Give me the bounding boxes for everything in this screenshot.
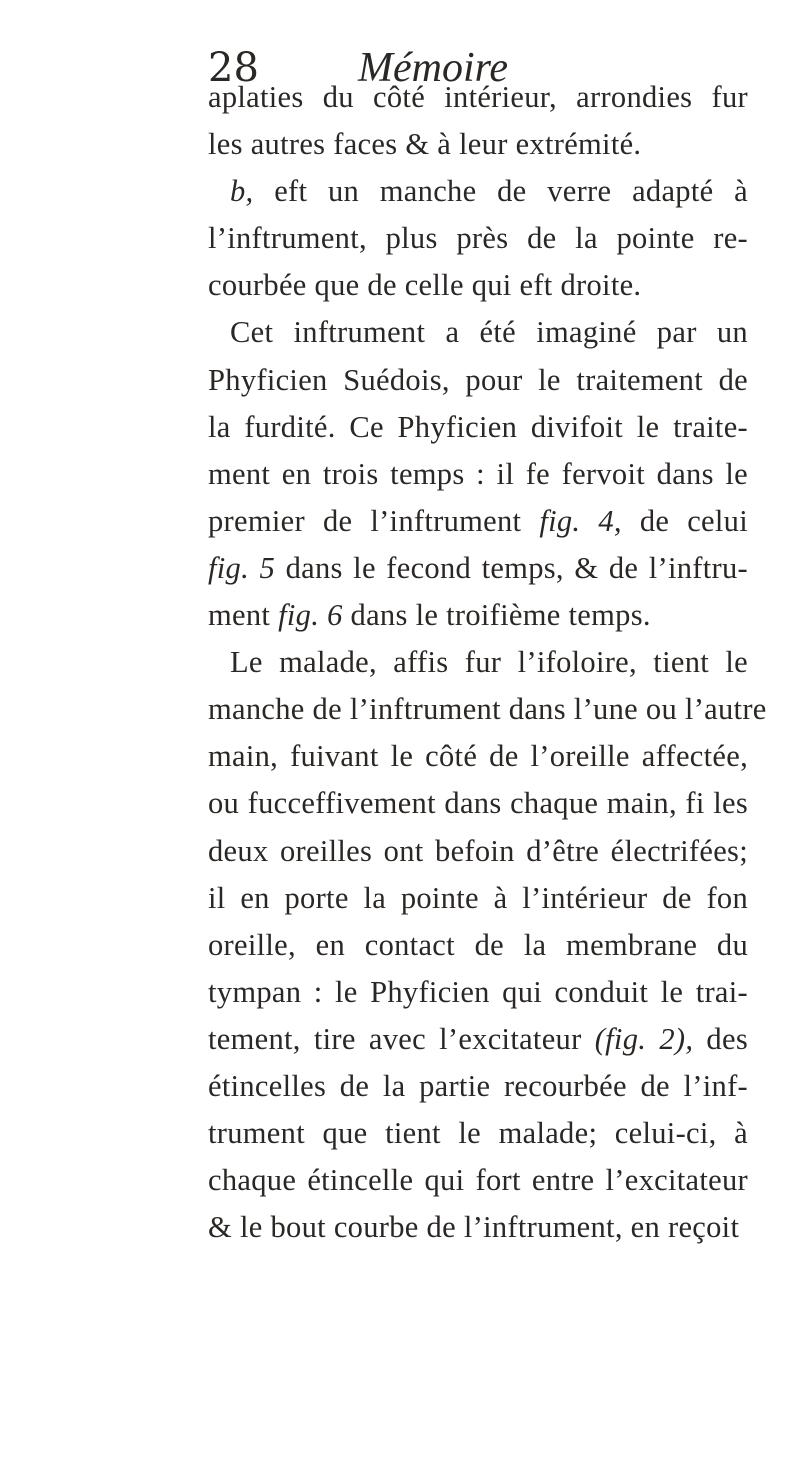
text-segment: il en porte la pointe à l’intérieur de fon xyxy=(208,880,748,915)
text-segment: eft un manche de verre adapté à xyxy=(253,174,748,209)
text-line xyxy=(208,74,748,121)
text-segment: étincelles de la partie recourbée de l’inf- xyxy=(208,1068,748,1103)
text-line xyxy=(208,1016,748,1063)
text-segment: des xyxy=(693,1021,748,1056)
text-line xyxy=(208,168,748,215)
body-text xyxy=(208,74,767,1251)
italic-text-segment: fig. 5 xyxy=(208,550,276,585)
text-segment: tympan : le Phyficien qui conduit le trai- xyxy=(208,974,748,1009)
italic-text-segment: fig. 4, xyxy=(539,503,622,538)
text-line xyxy=(208,922,748,969)
text-segment: deux oreilles ont befoin d’être électrifées; xyxy=(208,833,748,868)
text-segment: l’inftrument, plus près de la pointe re- xyxy=(208,221,748,256)
text-segment: dans le fecond temps, & de l’inftru- xyxy=(275,550,748,585)
text-segment: de celui xyxy=(621,503,748,538)
text-segment: aplaties du côté intérieur, arrondies fur xyxy=(208,80,748,114)
text-line xyxy=(208,875,748,922)
text-line xyxy=(208,592,748,639)
text-line xyxy=(208,1110,748,1157)
text-segment: ment xyxy=(208,598,279,633)
running-title: Mémoire xyxy=(358,45,509,91)
text-line xyxy=(208,309,748,356)
text-segment: dans le troifième temps. xyxy=(342,598,651,633)
text-segment: tement, tire avec l’excitateur xyxy=(208,1021,595,1056)
text-segment: Le malade, affis fur l’ifoloire, tient le xyxy=(230,645,748,680)
text-line xyxy=(208,498,748,545)
text-segment: les autres faces & à leur extrémité. xyxy=(208,127,642,162)
italic-text-segment: fig. 6 xyxy=(278,598,343,633)
text-line xyxy=(208,121,748,168)
text-segment: Phyficien Suédois, pour le traitement de xyxy=(208,362,748,397)
text-line xyxy=(208,686,767,733)
text-segment: ment en trois temps : il fe fervoit dans le xyxy=(208,456,748,491)
text-line xyxy=(208,545,748,592)
text-line xyxy=(208,780,748,827)
text-line xyxy=(208,404,748,451)
italic-text-segment: (fig. 2), xyxy=(594,1021,694,1056)
italic-text-segment: b, xyxy=(230,174,254,209)
text-line xyxy=(208,1204,748,1251)
page-number: 28 xyxy=(208,45,259,91)
text-segment: & le bout courbe de l’inftrument, en reçoit xyxy=(208,1210,740,1245)
text-segment: courbée que de celle qui eft droite. xyxy=(208,268,642,303)
text-line xyxy=(208,1063,748,1110)
text-line xyxy=(208,733,748,780)
text-segment: manche de l’inftrument dans l’une ou l’autre xyxy=(208,692,767,727)
text-segment: ou fucceffivement dans chaque main, fi les xyxy=(208,786,748,821)
text-segment: main, fuivant le côté de l’oreille affectée, xyxy=(208,739,748,774)
text-segment: oreille, en contact de la membrane du xyxy=(208,927,748,962)
text-line xyxy=(208,828,748,875)
text-line xyxy=(208,215,748,262)
text-line xyxy=(208,357,748,404)
text-line xyxy=(208,969,748,1016)
text-segment: chaque étincelle qui fort entre l’excitateur xyxy=(208,1163,748,1198)
text-line xyxy=(208,639,748,686)
text-line xyxy=(208,451,748,498)
text-line xyxy=(208,1157,748,1204)
text-segment: premier de l’inftrument xyxy=(208,503,540,538)
text-segment: trument que tient le malade; celui-ci, à xyxy=(208,1116,748,1151)
text-line xyxy=(208,262,748,309)
text-segment: Cet inftrument a été imaginé par un xyxy=(230,315,748,350)
text-segment: la furdité. Ce Phyficien divifoit le traite- xyxy=(208,409,748,444)
